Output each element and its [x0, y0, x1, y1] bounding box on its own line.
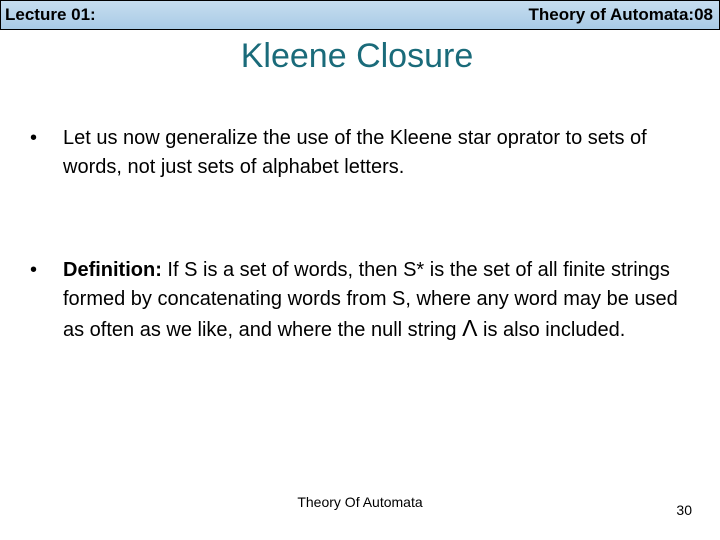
- bullet-dot: •: [30, 259, 38, 281]
- slide-title: Kleene Closure: [240, 37, 474, 75]
- lecture-label: Lecture 01:: [5, 5, 96, 24]
- definition-text: [63, 256, 680, 345]
- footer-course-title: Theory Of Automata: [297, 494, 423, 510]
- definition-term: Definition:: [63, 259, 162, 281]
- course-label: Theory of Automata:08: [528, 5, 713, 24]
- definition-body-start: If S is a set of words, then S* is the set of all finite strings formed by concatenating words from S, where any word may be used as often as we like, and where the null string: [63, 259, 678, 341]
- definition-body-end: is also included.: [477, 319, 626, 341]
- page-number: 30: [676, 502, 692, 518]
- header-bar: [0, 0, 720, 30]
- lambda-symbol: Λ: [462, 315, 478, 341]
- bullet-item-definition: [30, 256, 680, 345]
- bullet-item: [30, 124, 680, 182]
- bullet-text: Let us now generalize the use of the Kleene star oprator to sets of words, not just sets of alphabet letters.: [63, 127, 647, 178]
- bullet-dot: •: [30, 127, 38, 149]
